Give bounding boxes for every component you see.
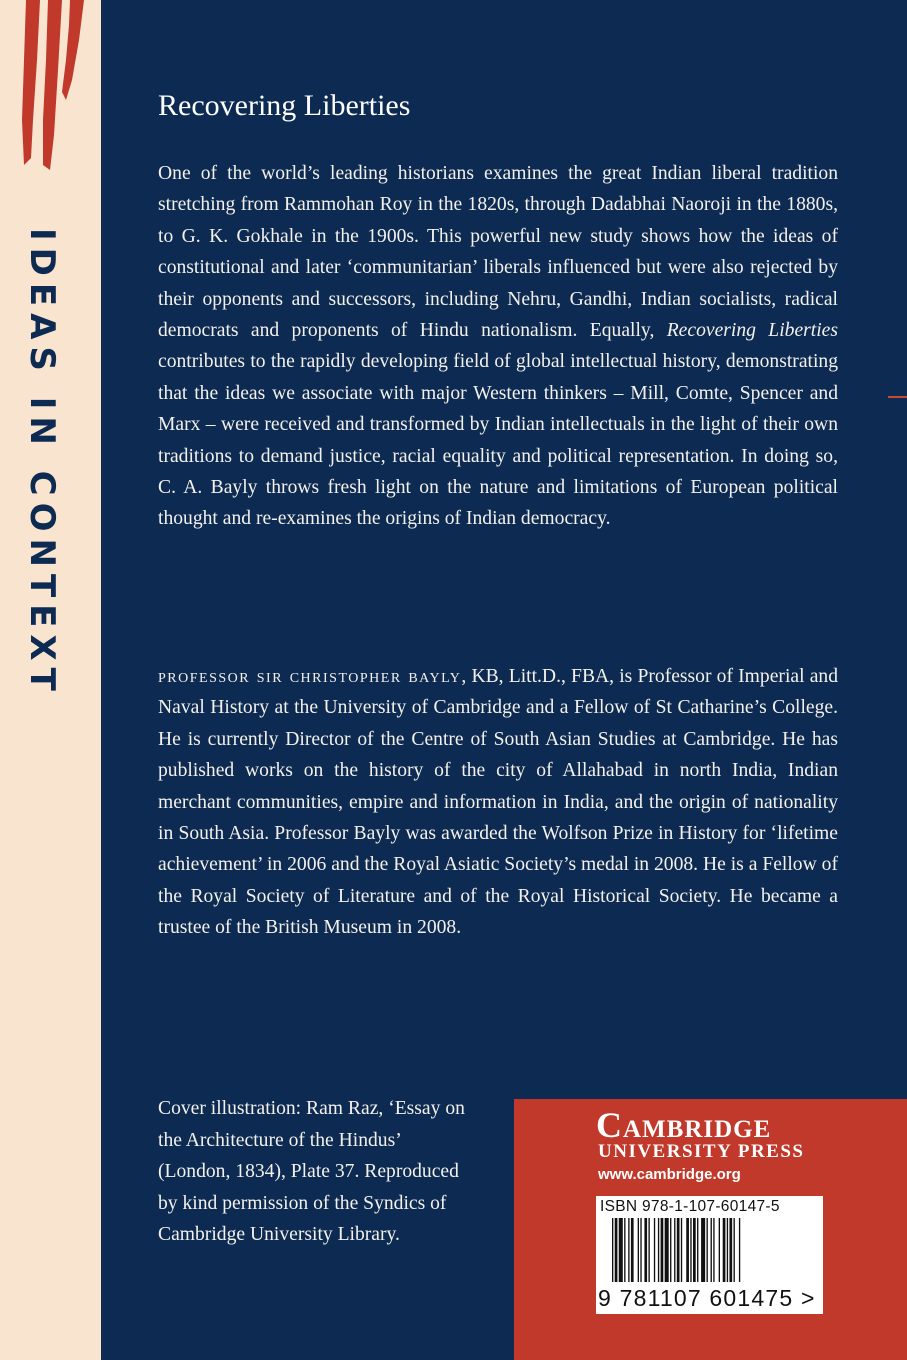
spine-strip <box>0 0 101 1360</box>
author-name: professor sir christopher bayly <box>158 666 462 687</box>
barcode-bar <box>713 1218 714 1282</box>
barcode-bar <box>670 1218 671 1282</box>
barcode-bar <box>711 1218 712 1282</box>
barcode-bar <box>681 1218 682 1282</box>
barcode-bar <box>654 1218 655 1282</box>
barcode-bar <box>707 1218 708 1282</box>
barcode-bar <box>727 1218 728 1282</box>
author-bio <box>158 661 838 944</box>
book-description <box>158 158 838 535</box>
barcode-bar <box>631 1218 634 1282</box>
description-italic-title: Recovering Liberties <box>666 320 838 342</box>
brush-stripe-1 <box>22 0 40 165</box>
publisher-subtitle: UNIVERSITY PRESS <box>598 1141 805 1162</box>
barcode-bar <box>612 1218 613 1282</box>
isbn-label: ISBN 978-1-107-60147-5 <box>600 1198 780 1215</box>
barcode-bar <box>729 1218 732 1282</box>
barcode-bar <box>677 1218 680 1282</box>
barcode-bar <box>619 1218 623 1282</box>
publisher-name: Cambridge <box>596 1105 772 1145</box>
brush-stripe-2 <box>43 0 62 170</box>
barcode-bar <box>686 1218 689 1282</box>
barcode-bar <box>648 1218 649 1282</box>
barcode-digits: 9 781107 601475 > <box>598 1285 816 1311</box>
author-bio-text: , KB, Litt.D., FBA, is Professor of Imperial and Naval History at the University of Cambridge and a Fellow of St Catharine’s College. He is currently Director of the Centre of South Asian Studies at Cambridge. He has published works on the history of the city of Allahabad in north India, Indian merchant communities, empire and information in India, and the origin of nationality in South Asia. Professor Bayly was awarded the Wolfson Prize in History for ‘lifetime achievement’ in 2006 and the Royal Asiatic Society’s medal in 2008. He is a Fellow of the Royal Society of Literature and of the Royal Historical Society. He became a trustee of the British Museum in 2008. <box>158 666 838 939</box>
barcode-bar <box>693 1218 696 1282</box>
barcode-bar <box>638 1218 639 1282</box>
series-label: IDEAS IN CONTEXT <box>22 228 62 698</box>
barcode-bar <box>661 1218 664 1282</box>
barcode-bar <box>624 1218 625 1282</box>
brush-stripes <box>0 0 101 175</box>
barcode-box <box>596 1196 823 1314</box>
description-text-1: One of the world’s leading historians examines the great Indian liberal tradition stretching from Rammohan Roy in the 1820s, through Dadabhai Naoroji in the 1880s, to G. K. Gokhale in the 1900s. This powerful new study shows how the ideas of constitutional and later ‘communitarian’ liberals influenced but were also rejected by their opponents and successors, including Nehru, Gandhi, Indian socialists, radical democrats and proponents of Hindu nationalism. Equally, <box>158 163 838 342</box>
cover-credit: Cover illustration: Ram Raz, ‘Essay on the Architecture of the Hindus’ (London, 1834), Plate 37. Reproduced by kind permission of the Syndics of Cambridge University Library. <box>158 1098 465 1246</box>
barcode-bar <box>628 1218 629 1282</box>
barcode-bar <box>615 1218 618 1282</box>
barcode-bar <box>719 1218 720 1282</box>
book-title: Recovering Liberties <box>158 89 411 122</box>
barcode-bar <box>739 1218 740 1282</box>
brush-stripe-3 <box>62 0 84 100</box>
barcode-bar <box>701 1218 705 1282</box>
barcode-bar <box>658 1218 659 1282</box>
barcode-bar <box>640 1218 641 1282</box>
barcode-bar <box>665 1218 669 1282</box>
barcode-bar <box>690 1218 691 1282</box>
barcode-bar <box>697 1218 698 1282</box>
barcode <box>596 1218 823 1288</box>
edge-tick-mark <box>888 396 907 398</box>
publisher-block <box>514 1099 907 1360</box>
barcode-bar <box>734 1218 735 1282</box>
barcode-bar <box>644 1218 647 1282</box>
description-text-2: contributes to the rapidly developing field of global intellectual history, demonstrating that the ideas we associate with major Western thinkers – Mill, Comte, Spencer and Marx – were received and transformed by Indian intellectuals in the light of their own traditions to demand justice, racial equality and political representation. In doing so, C. A. Bayly throws fresh light on the nature and limitations of European political thought and re-examines the origins of Indian democracy. <box>158 351 838 530</box>
barcode-bar <box>674 1218 675 1282</box>
publisher-url: www.cambridge.org <box>598 1166 741 1183</box>
barcode-bar <box>723 1218 726 1282</box>
